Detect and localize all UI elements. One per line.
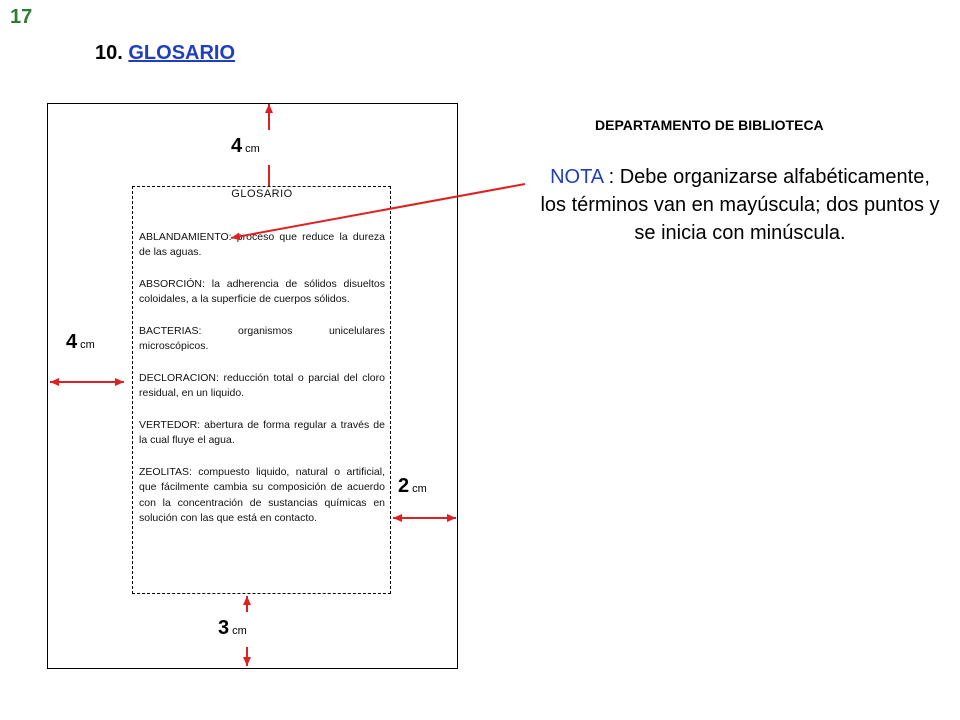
glossary-entry: VERTEDOR: abertura de forma regular a través de la cual fluye el agua.: [139, 418, 385, 446]
top-margin-label: [231, 135, 260, 158]
right-margin-value: 2: [398, 475, 410, 497]
glossary-entry: ABSORCIÓN: la adherencia de sólidos disueltos coloidales, a la superficie de cuerpos sólidos.: [139, 277, 385, 305]
right-margin-unit: cm: [412, 483, 427, 495]
glossary-sample-title: GLOSARIO: [231, 188, 293, 200]
glossary-entry: DECLORACION: reducción total o parcial del cloro residual, en un liquido.: [139, 371, 385, 399]
section-number: 10.: [95, 42, 123, 64]
glossary-entry: ZEOLITAS: compuesto liquido, natural o artificial, que fácilmente cambia su composición de acuerdo con la concentración de sustancias químicas en solución con las que está en contacto.: [139, 465, 385, 524]
section-title-link[interactable]: GLOSARIO: [128, 42, 236, 64]
bottom-margin-unit: cm: [232, 625, 247, 637]
top-margin-unit: cm: [245, 143, 260, 155]
left-margin-unit: cm: [80, 339, 95, 351]
right-margin-label: [398, 475, 427, 498]
note-body: : Debe organizarse alfabéticamente, los términos van en mayúscula; dos puntos y se inicia con minúscula.: [540, 166, 940, 244]
top-margin-value: 4: [231, 135, 243, 157]
bottom-margin-label: [218, 617, 247, 640]
glossary-entry: BACTERIAS: organismos unicelulares microscópicos.: [139, 324, 385, 352]
note-text: [540, 163, 940, 247]
glossary-entry: ABLANDAMIENTO: proceso que reduce la dureza de las aguas.: [139, 230, 385, 258]
page-number: 17: [10, 6, 33, 28]
bottom-margin-value: 3: [218, 617, 230, 639]
note-pointer-arrow: [231, 184, 525, 238]
left-margin-label: [66, 331, 95, 354]
left-margin-value: 4: [66, 331, 78, 353]
department-heading: DEPARTAMENTO DE BIBLIOTECA: [595, 117, 824, 133]
note-label: NOTA: [550, 166, 604, 188]
